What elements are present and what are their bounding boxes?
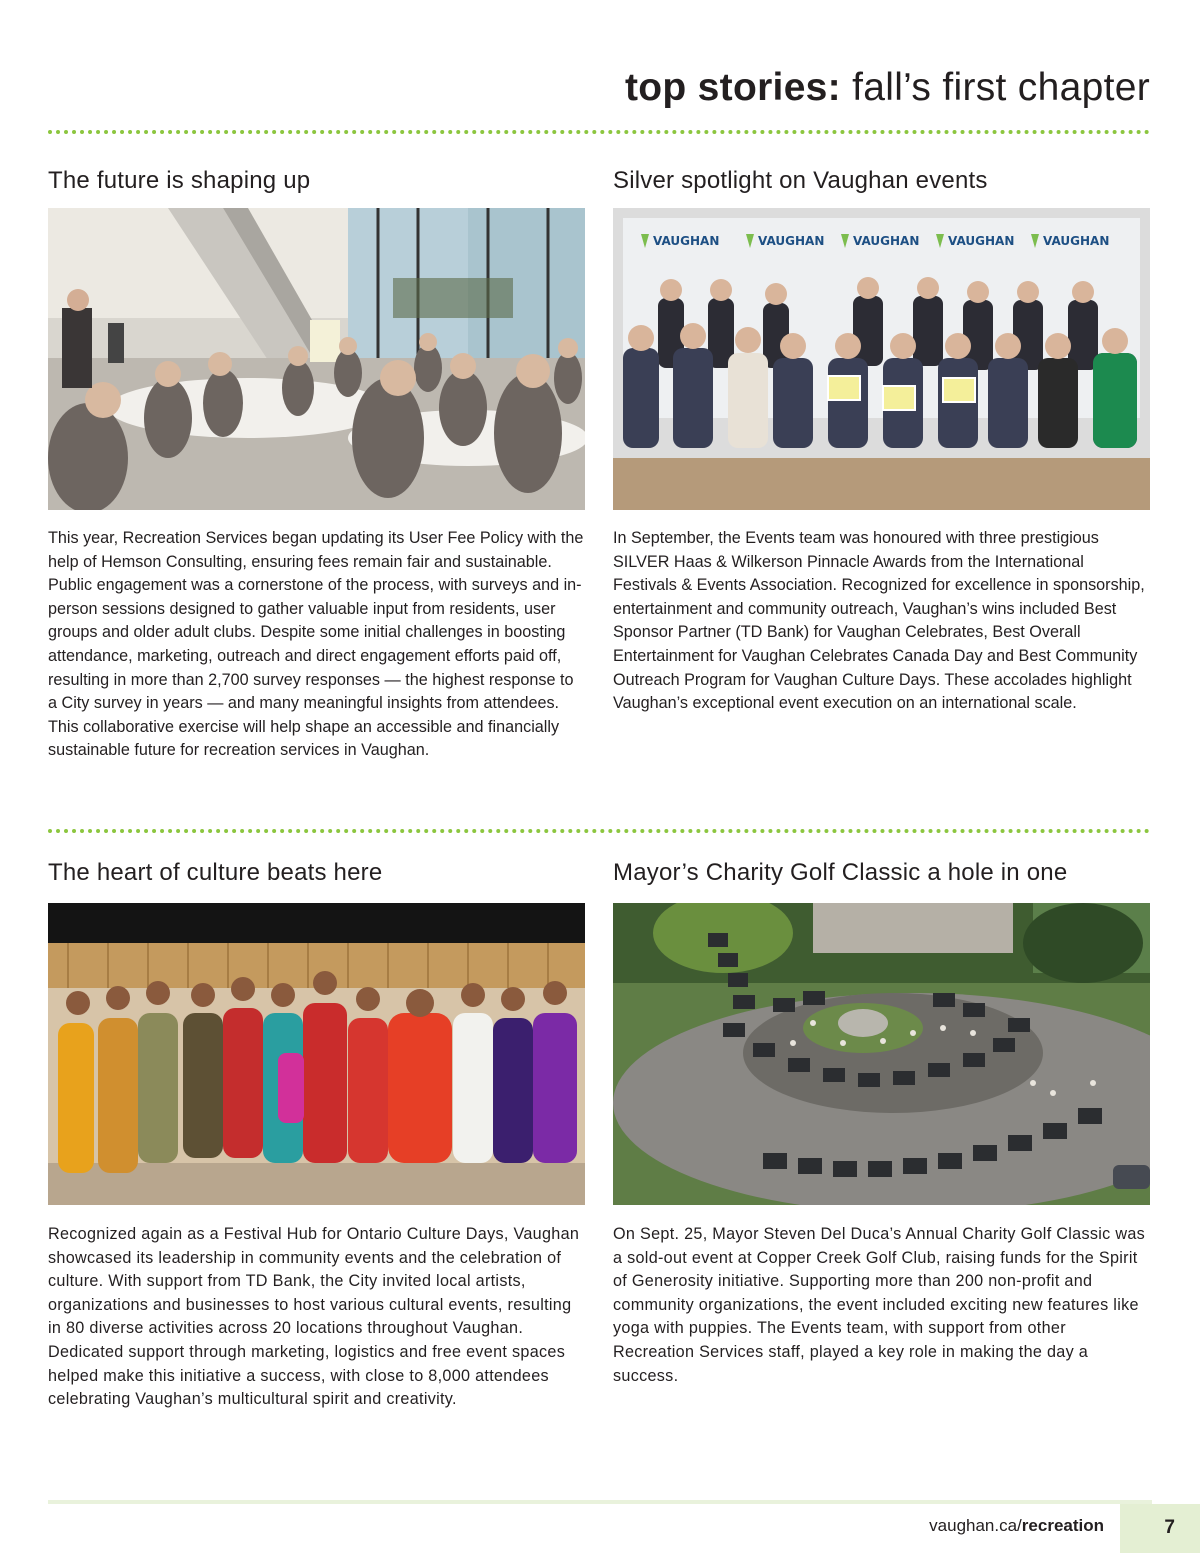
backdrop-logo-text: VAUGHAN xyxy=(948,234,1015,248)
story-body: In September, the Events team was honoured with three prestigious SILVER Haas & Wilkerson Pinnacle Awards from the International Festivals & Events Association. Recognized for excellence in sponsorship, entertainment and community outreach, Vaughan’s wins included Best Sponsor Partner (TD Bank) for Vaughan Celebrates, Best Overall Entertainment for Vaughan Celebrates Canada Day and Best Community Outreach Program for Vaughan Culture Days. These accolades highlight Vaughan’s exceptional event execution on an international scale. xyxy=(613,529,1145,713)
page-number: 7 xyxy=(1164,1517,1175,1538)
story-title: Mayor’s Charity Golf Classic a hole in one xyxy=(613,859,1068,886)
footer-url-bold: recreation xyxy=(1021,1516,1104,1535)
backdrop-logo-text: VAUGHAN xyxy=(758,234,825,248)
story-body: Recognized again as a Festival Hub for Ontario Culture Days, Vaughan showcased its leadership in community events and the celebration of culture. With support from TD Bank, the City invited local artists, organizations and businesses to host various cultural events, resulting in 80 diverse activities across 20 locations throughout Vaughan. Dedicated support through marketing, logistics and free event spaces helped make this initiative a success, with close to 8,000 attendees celebrating Vaughan’s multicultural spirit and creativity. xyxy=(48,1225,580,1409)
story-title: The future is shaping up xyxy=(48,167,311,194)
photo-culture-dancers xyxy=(48,903,585,1205)
story-title: The heart of culture beats here xyxy=(48,859,383,886)
page-title-rest: fall’s first chapter xyxy=(840,66,1150,109)
page-title xyxy=(625,66,1150,110)
divider-top xyxy=(48,130,1150,134)
photo-golf-carts-aerial xyxy=(613,903,1150,1205)
story-title: Silver spotlight on Vaughan events xyxy=(613,167,988,194)
divider-middle xyxy=(48,829,1150,833)
footer-url[interactable] xyxy=(929,1516,1104,1536)
story-silver-spotlight xyxy=(613,166,1150,713)
backdrop-logo-text: VAUGHAN xyxy=(653,234,720,248)
backdrop-logo-text: VAUGHAN xyxy=(1043,234,1110,248)
photo-award-group xyxy=(613,208,1150,510)
story-charity-golf-classic xyxy=(613,858,1150,1385)
story-body: This year, Recreation Services began updating its User Fee Policy with the help of Hemson Consulting, ensuring fees remain fair and sustainable. Public engagement was a cornerstone of the process, with surveys and in-person sessions designed to gather valuable input from residents, user groups and older adult clubs. Despite some initial challenges in boosting attendance, marketing, outreach and direct engagement efforts paid off, resulting in more than 2,700 survey responses — the highest response to a City survey in years — and many meaningful insights from attendees. This collaborative exercise will help shape an accessible and financially sustainable future for recreation services in Vaughan. xyxy=(48,529,584,760)
backdrop-logo-text: VAUGHAN xyxy=(853,234,920,248)
page-number-box xyxy=(1120,1504,1200,1553)
story-future-shaping-up xyxy=(48,166,585,760)
story-body: On Sept. 25, Mayor Steven Del Duca’s Annual Charity Golf Classic was a sold-out event at Copper Creek Golf Club, raising funds for the Spirit of Generosity initiative. Supporting more than 200 non-profit and community organizations, the event included exciting new features like yoga with puppies. The Events team, with support from other Recreation Services staff, played a key role in making the day a success. xyxy=(613,1225,1146,1385)
footer-url-prefix: vaughan.ca/ xyxy=(929,1516,1022,1535)
page-title-bold: top stories: xyxy=(625,66,841,109)
photo-community-meeting xyxy=(48,208,585,510)
story-heart-of-culture xyxy=(48,858,585,1409)
